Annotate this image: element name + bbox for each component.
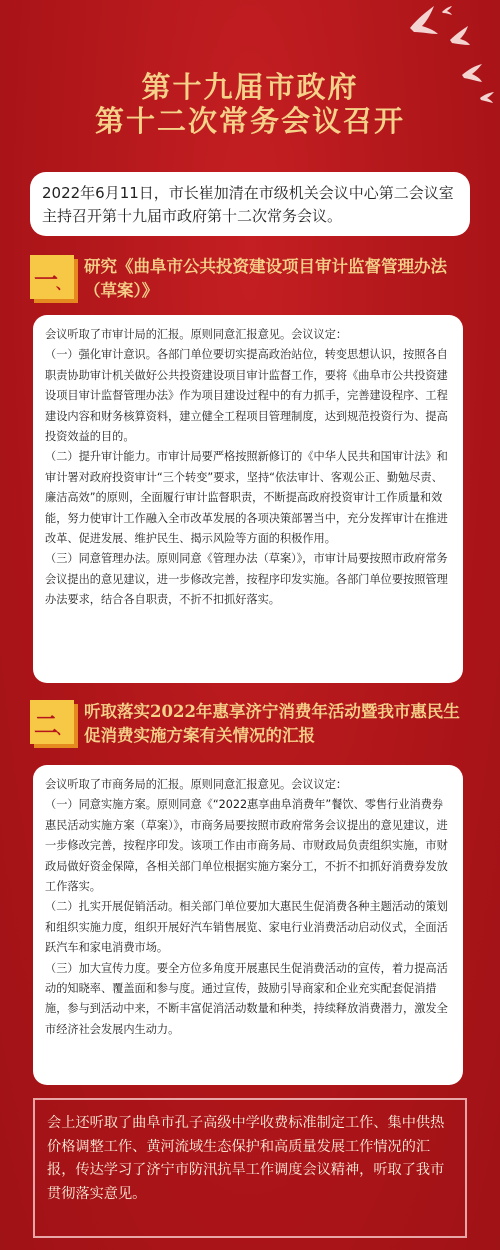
section-2-card: [33, 765, 463, 1085]
section-1-paragraph: （二）提升审计能力。市审计局要严格按照新修订的《中华人民共和国审计法》和审计署对政府投资审计“三个转变”要求，坚持“依法审计、客观公正、勤勉尽责、廉洁高效”的原则，全面履行审计监督职责，不断提高政府投资审计工作质量和效能，努力使审计工作融入全市改革发展的各项决策部署当中，充分发挥审计在推进改革、促进发展、维护民生、揭示风险等方面的积极作用。: [45, 450, 448, 546]
section-1-number-badge: 一 、: [30, 255, 74, 299]
section-2-number-badge: 二 、: [30, 700, 74, 744]
section-2-paragraph: （一）同意实施方案。原则同意《“2022惠享曲阜消费年”餐饮、零售行业消费券惠民活动实施方案（草案）》，市商务局要按照市政府常务会议提出的意见建议，进一步修改完善，按程序印发。该项工作由市商务局、市财政局负责组织实施，市财政局做好资金保障，各相关部门单位根据实施方案分工，不折不扣抓好消费券发放工作落实。: [45, 798, 448, 894]
section-2-paragraph: （三）加大宣传力度。要全方位多角度开展惠民生促消费活动的宣传，着力提高活动的知晓率、覆盖面和参与度。通过宣传，鼓励引导商家和企业充实配套促消措施，参与到活动中来，不断丰富促消活动数量和种类，持续释放消费潜力，激发全市经济社会发展内生动力。: [45, 961, 448, 1036]
page-title-line2: 第十二次常务会议召开: [94, 104, 405, 138]
section-2-paragraph: 会议听取了市商务局的汇报。原则同意汇报意见。会议议定：: [45, 778, 348, 791]
section-2-title: 听取落实2022年惠享济宁消费年活动暨我市惠民生促消费实施方案有关情况的汇报: [84, 702, 460, 745]
section-1-paragraph: 会议听取了市审计局的汇报。原则同意汇报意见。会议议定：: [45, 328, 348, 341]
section-2-paragraph: （二）扎实开展促销活动。相关部门单位要加大惠民生促消费各种主题活动的策划和组织实施力度，组织开展好汽车销售展览、家电行业消费活动启动仪式，全面活跃汽车和家电消费市场。: [45, 900, 448, 955]
section-1-number: 一: [34, 264, 58, 294]
section-1-card: [33, 315, 463, 683]
section-1-paragraph: （三）同意管理办法。原则同意《管理办法（草案）》，市审计局要按照市政府常务会议提出的意见建议，进一步修改完善，按程序印发实施。各部门单位要按照管理办法要求，结合各自职责，不折不扣抓好落实。: [45, 552, 448, 607]
page-title-line1: 第十九届市政府: [141, 70, 359, 104]
section-2-number: 二: [34, 709, 58, 739]
footer-summary-box: 会上还听取了曲阜市孔子高级中学收费标准制定工作、集中供热价格调整工作、黄河流域生态保护和高质量发展工作情况的汇报，传达学习了济宁市防汛抗旱工作调度会议精神，听取了我市贯彻落实意见。: [33, 1098, 467, 1238]
section-1-paragraph: （一）强化审计意识。各部门单位要切实提高政治站位，转变思想认识，按照各自职责协助审计机关做好公共投资建设项目审计监督工作，要将《曲阜市公共投资建设项目审计监督管理办法》作为项目建设过程中的有力抓手，完善建设程序、工程建设内容和财务核算资料，建立健全工程项目管理制度，达到规范投资行为、提高投资效益的目的。: [45, 348, 448, 444]
intro-box: 2022年6月11日，市长崔加清在市级机关会议中心第二会议室主持召开第十九届市政府第十二次常务会议。: [30, 172, 470, 236]
section-1-title: 研究《曲阜市公共投资建设项目审计监督管理办法（草案）》: [84, 257, 447, 300]
